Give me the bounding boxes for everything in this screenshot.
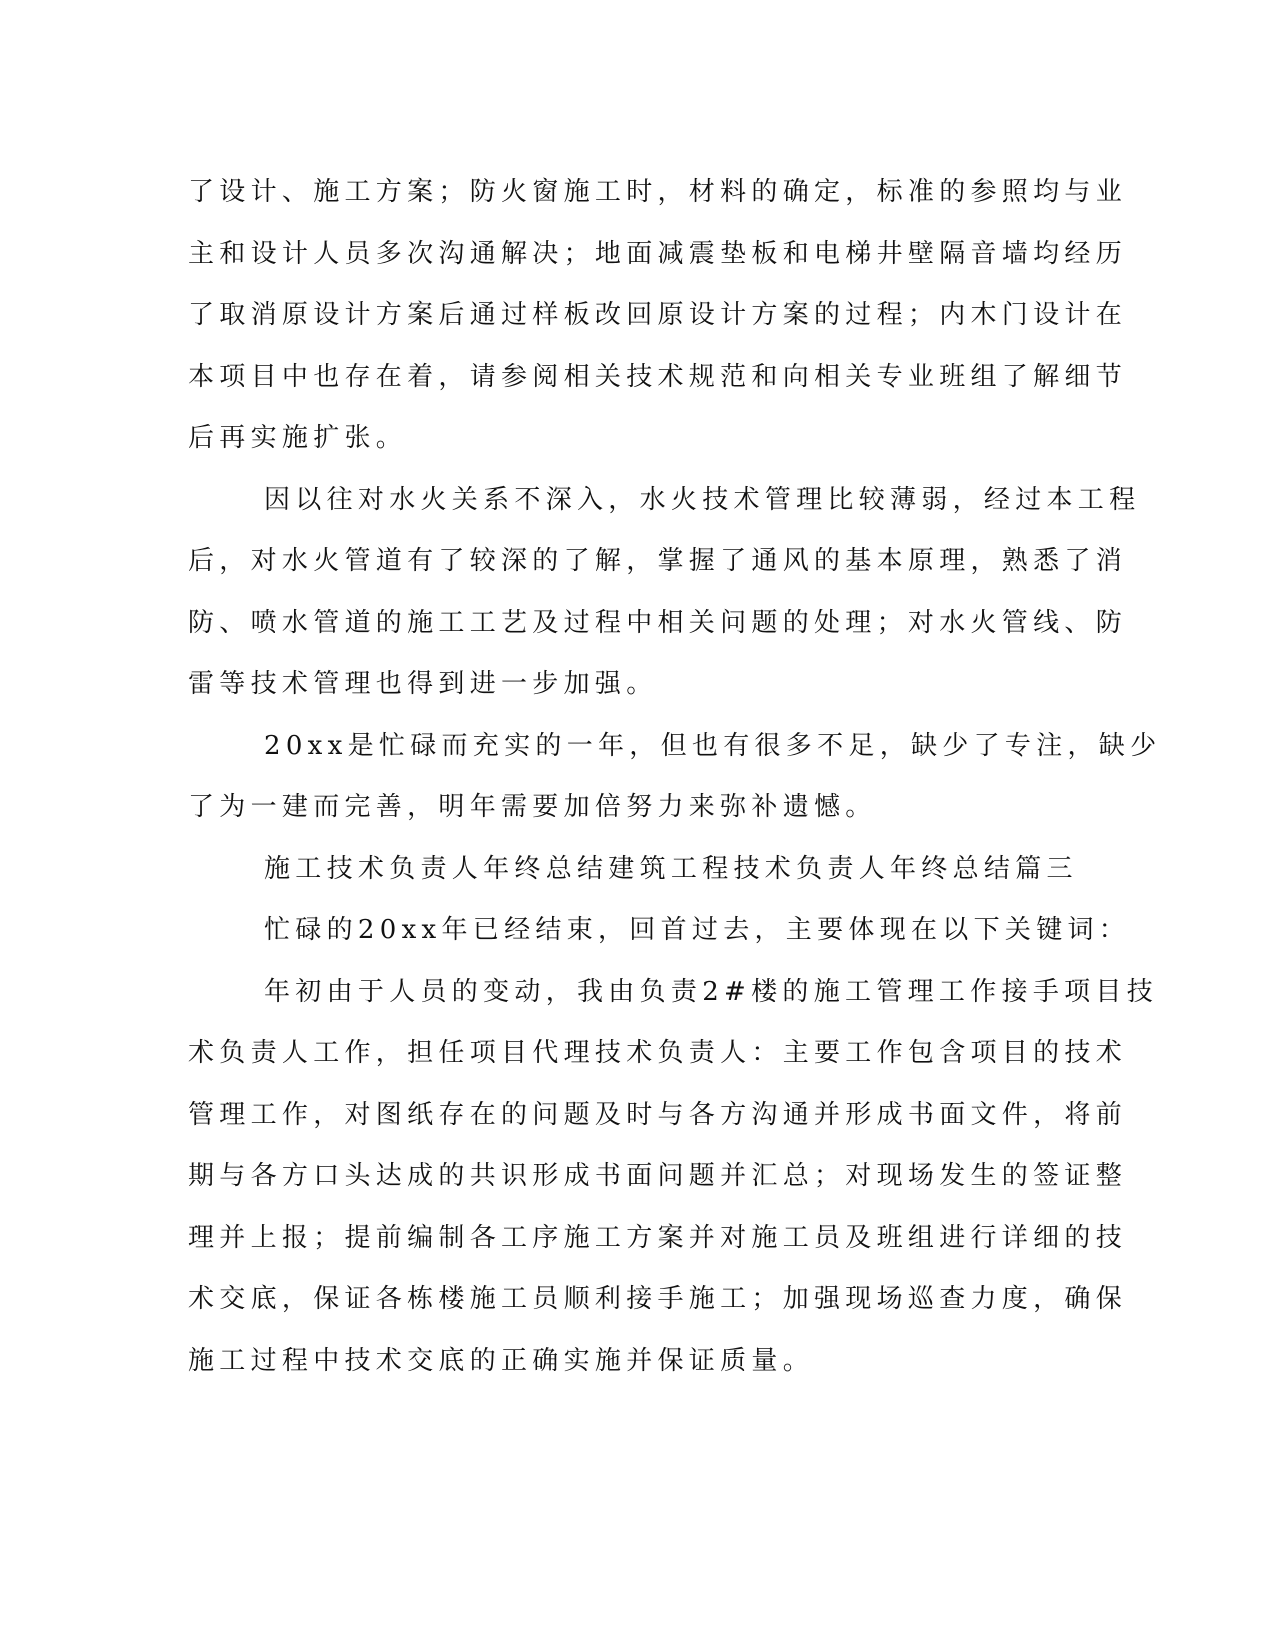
text-line: 因以往对水火关系不深入，水火技术管理比较薄弱，经过本工程 [264, 484, 1141, 515]
text-line: 防、喷水管道的施工工艺及过程中相关问题的处理；对水火管线、防 [188, 607, 1128, 638]
text-line: 了取消原设计方案后通过样板改回原设计方案的过程；内木门设计在 [188, 300, 1128, 330]
text-line: 后再实施扩张。 [188, 423, 408, 453]
text-line: 后，对水火管道有了较深的了解，掌握了通风的基本原理，熟悉了消 [188, 546, 1128, 576]
paragraph-1 [188, 162, 1128, 470]
text-line: 术负责人工作，担任项目代理技术负责人：主要工作包含项目的技术 [188, 1038, 1128, 1068]
text-line: 理并上报；提前编制各工序施工方案并对施工员及班组进行详细的技 [188, 1222, 1128, 1253]
section-heading [188, 839, 1088, 901]
text-line: 本项目中也存在着，请参阅相关技术规范和向相关专业班组了解细节 [188, 361, 1128, 392]
text-line: 主和设计人员多次沟通解决；地面减震垫板和电梯井壁隔音墙均经历 [188, 238, 1128, 269]
paragraph-3 [188, 716, 1162, 839]
heading-line: 施工技术负责人年终总结建筑工程技术负责人年终总结篇三 [264, 853, 1078, 884]
paragraph-5 [188, 962, 1159, 1393]
text-line: 期与各方口头达成的共识形成书面问题并汇总；对现场发生的签证整 [188, 1161, 1128, 1191]
paragraph-4 [188, 900, 1131, 962]
text-line: 忙碌的20xx年已经结束，回首过去，主要体现在以下关键词： [264, 915, 1131, 945]
text-line: 20xx是忙碌而充实的一年，但也有很多不足，缺少了专注，缺少 [264, 730, 1162, 761]
text-line: 年初由于人员的变动，我由负责2#楼的施工管理工作接手项目技 [264, 976, 1159, 1007]
text-line: 术交底，保证各栋楼施工员顺利接手施工；加强现场巡查力度，确保 [188, 1284, 1128, 1314]
text-line: 管理工作，对图纸存在的问题及时与各方沟通并形成书面文件，将前 [188, 1099, 1128, 1130]
text-line: 雷等技术管理也得到进一步加强。 [188, 669, 658, 699]
text-line: 施工过程中技术交底的正确实施并保证质量。 [188, 1345, 815, 1376]
text-line: 了为一建而完善，明年需要加倍努力来弥补遗憾。 [188, 792, 877, 822]
paragraph-2 [188, 470, 1141, 716]
document-body [188, 162, 1162, 1392]
text-line: 了设计、施工方案；防火窗施工时，材料的确定，标准的参照均与业 [188, 177, 1128, 207]
